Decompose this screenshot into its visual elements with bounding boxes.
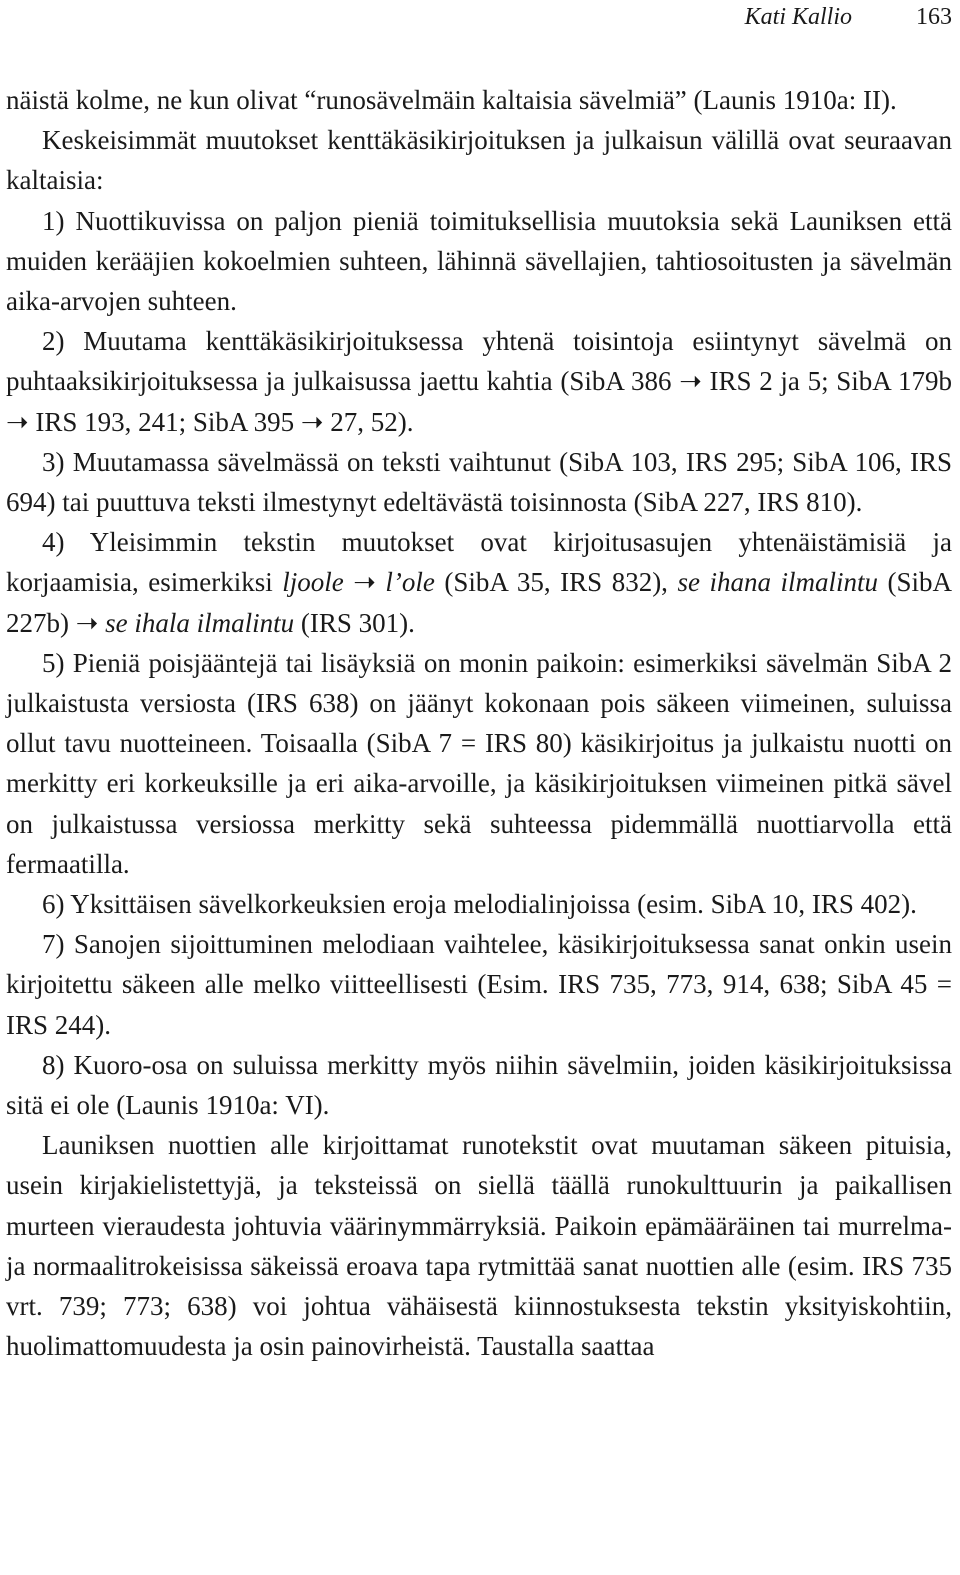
example-lole: l’ole — [385, 567, 435, 598]
list-item-3: 3) Muutamassa sävelmässä on teksti vaihtunut (SibA 103, IRS 295; SibA 106, IRS 694) tai puuttuva teksti ilmestynyt edeltävästä toisinnosta (SibA 227, IRS 810). — [6, 446, 952, 518]
paragraph-runotekstit: Launiksen nuottien alle kirjoittamat runotekstit ovat muutaman säkeen pituisia, usein kirjakielistettyjä, ja teksteissä on siellä täällä runokulttuurin ja paikallisen murteen vieraudesta johtuvia väärinymmärryksiä. Paikoin epämääräinen tai murrelma- ja normaalitrokeisissa säkeissä eroava tapa rytmittää sanat nuottien alle (esim. IRS 735 vrt. 739; 773; 638) voi johtua vähäisestä kiinnostuksesta tekstin yksityiskohtiin, huolimattomuudesta ja osin painovirheistä. Taustalla saattaa — [6, 1130, 952, 1362]
list-item-6: 6) Yksittäisen sävelkorkeuksien eroja melodialinjoissa (esim. SibA 10, IRS 402). — [42, 889, 917, 920]
list-item-1: 1) Nuottikuvissa on paljon pieniä toimituksellisia muutoksia sekä Launiksen että muiden kerääjien kokoelmien suhteen, lähinnä sävellajien, tahtiosoitusten ja sävelmän aika-arvojen suhteen. — [6, 205, 952, 317]
list-item-4-text-g: (SibA 227b) ➝ — [6, 567, 953, 638]
page-number: 163 — [916, 4, 952, 30]
list-item-4 — [6, 522, 952, 643]
list-item-4-arrow-1: ➝ — [343, 567, 386, 598]
list-item-4-text-a: 4) Yleisimmin tekstin muutokset ovat kirjoitusasujen yhtenäistämisiä ja korjaamisia, esimerkiksi — [6, 527, 952, 598]
paragraph-continuation: näistä kolme, ne kun olivat “runosävelmäin kaltaisia sävelmiä” (Launis 1910a: II). — [6, 85, 897, 115]
list-item-8: 8) Kuoro-osa on suluissa merkitty myös niihin sävelmiin, joiden käsikirjoituksissa sitä ei ole (Launis 1910a: VI). — [6, 1049, 952, 1121]
example-ljoole: ljoole — [282, 567, 344, 598]
paragraph-intro: Keskeisimmät muutokset kenttäkäsikirjoituksen ja julkaisun välillä ovat seuraavan kaltaisia: — [6, 125, 952, 196]
body-text — [6, 80, 952, 1367]
page — [6, 0, 952, 1575]
list-item-4-text-i: (IRS 301). — [294, 607, 415, 638]
example-se-ihala-ilmalintu: se ihala ilmalintu — [105, 607, 295, 638]
list-item-7: 7) Sanojen sijoittuminen melodiaan vaihtelee, käsikirjoituksessa sanat onkin usein kirjoitettu säkeen alle melko viitteellisesti (Esim. IRS 735, 773, 914, 638; SibA 45 = IRS 244). — [6, 929, 952, 1040]
list-item-4-text-e: (SibA 35, IRS 832), — [434, 567, 678, 598]
running-head-author: Kati Kallio — [744, 4, 852, 30]
example-se-ihana-ilmalintu: se ihana ilmalintu — [677, 567, 878, 598]
list-item-2: 2) Muutama kenttäkäsikirjoituksessa yhtenä toisintoja esiintynyt sävelmä on puhtaaksikirjoituksessa ja julkaisussa jaettu kahtia (SibA 386 ➝ IRS 2 ja 5; SibA 179b ➝ IRS 193, 241; SibA 395 ➝ 27, 52). — [6, 326, 952, 437]
list-item-5: 5) Pieniä poisjääntejä tai lisäyksiä on monin paikoin: esimerkiksi sävelmän SibA 2 julkaistusta versiosta (IRS 638) on jäänyt kokonaan pois säkeen viimeinen, suluissa ollut tavu nuotteineen. Toisaalla (SibA 7 = IRS 80) käsikirjoitus ja julkaistu nuotti on merkitty eri korkeuksille ja eri aika-arvoille, ja käsikirjoituksen viimeinen pitkä sävel on julkaistussa versiossa merkitty sekä suhteessa pidemmällä nuottiarvolla että fermaatilla. — [6, 647, 952, 879]
running-head — [745, 2, 952, 32]
